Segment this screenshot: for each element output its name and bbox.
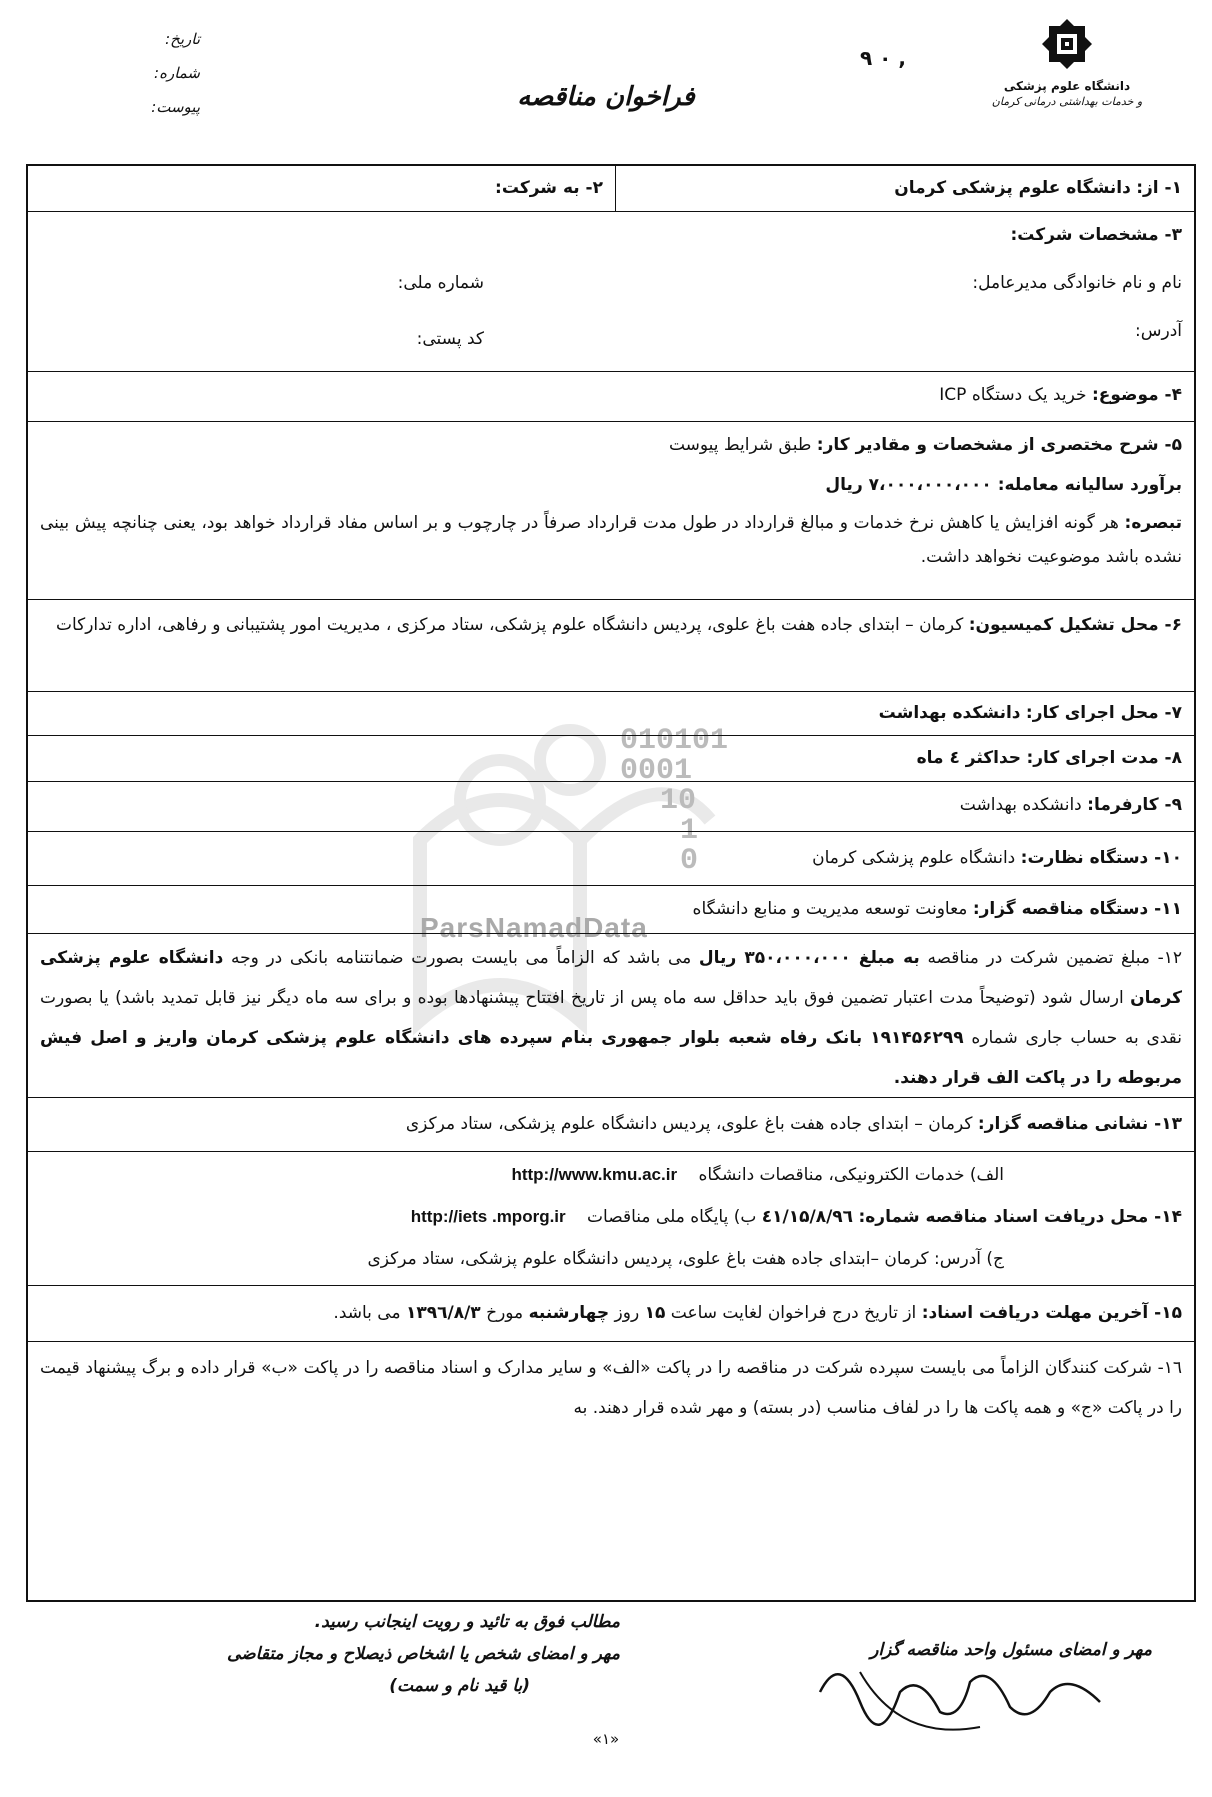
source-c-text: ج) آدرس: کرمان –ابتدای جاده هفت باغ علوی، پردیس دانشگاه علوم پزشکی، ستاد مرکزی: [367, 1249, 1004, 1269]
commission-value: کرمان – ابتدای جاده هفت باغ علوی، پردیس دانشگاه علوم پزشکی، ستاد مرکزی ، مدیریت امور پشتیبانی و رفاهی، اداره تدارکات: [55, 615, 964, 635]
row-deadline: [28, 1286, 1194, 1342]
row-supervisor: [28, 832, 1194, 886]
header-number: ٩ ۰ ,: [860, 46, 906, 70]
company-info-label: ۳- مشخصات شرکت:: [1010, 225, 1182, 245]
employer-label: ۹- کارفرما:: [1087, 795, 1182, 815]
attachment-label: پیوست:: [151, 98, 200, 116]
watermark-brand: ParsNamadData: [420, 912, 648, 943]
duration-value: حداکثر ٤ ماه: [916, 748, 1022, 768]
address-label: آدرس:: [1135, 321, 1182, 341]
row-description: [28, 422, 1194, 600]
row-duration: [28, 736, 1194, 782]
applicant-signature-block: [180, 1606, 620, 1702]
subject-label: ۴- موضوع:: [1091, 385, 1182, 405]
source-a-url[interactable]: http://www.kmu.ac.ir: [511, 1165, 678, 1184]
to-company-label: ۲- به شرکت:: [495, 178, 603, 198]
tender-body-value: معاونت توسعه مدیریت و منابع دانشگاه: [692, 899, 968, 919]
applicant-signature-line: مهر و امضای شخص یا اشخاص ذیصلاح و مجاز متقاضی: [227, 1644, 620, 1664]
deadline-text-2: روز: [614, 1303, 640, 1323]
row-tender-body: [28, 886, 1194, 934]
row-from-to: [28, 166, 1194, 212]
row-company-info: [28, 212, 1194, 372]
description-value: طبق شرایط پیوست: [668, 435, 812, 455]
work-place-label: ۷- محل اجرای کار:: [1025, 703, 1182, 723]
university-emblem-icon: [1041, 18, 1093, 70]
guarantee-beneficiary: دانشگاه علوم پزشکی کرمان: [40, 948, 1183, 1008]
national-id-label: شماره ملی:: [397, 273, 484, 293]
guarantee-text-2: می باشد که الزاماً می بایست بصورت ضمانتنامه بانکی در وجه: [230, 948, 692, 968]
logo-line-2: و خدمات بهداشتی درمانی کرمان: [991, 95, 1143, 108]
deadline-label: ۱۵- آخرین مهلت دریافت اسناد:: [921, 1303, 1182, 1323]
logo-line-1: دانشگاه علوم پزشکی: [1003, 79, 1131, 93]
deadline-text-3: مورخ: [486, 1303, 524, 1323]
guarantee-account: ۱۹۱۴۵۶۲۹۹ بانک رفاه شعبه بلوار جمهوری بنام سپرده های دانشگاه علوم پزشکی کرمان واریز و اصل فیش مربوطه را در پاکت الف قرار دهند.: [40, 1028, 1182, 1088]
source-b-url[interactable]: http://iets .mporg.ir: [410, 1207, 566, 1226]
deadline-hour: ۱۵: [644, 1303, 666, 1323]
guarantee-amount: به مبلغ ۳۵۰،۰۰۰،۰۰۰ ریال: [698, 948, 920, 968]
deadline-text-1: از تاریخ درج فراخوان لغایت ساعت: [670, 1303, 917, 1323]
deadline-text-4: می باشد.: [333, 1303, 401, 1323]
commission-label: ۶- محل تشکیل کمیسیون:: [968, 615, 1182, 635]
guarantee-text-1: ۱۲- مبلغ تضمین شرکت در مناقصه: [927, 948, 1182, 968]
subject-value: خرید یک دستگاه ICP: [939, 385, 1087, 405]
tender-body-label: ۱۱- دستگاه مناقصه گزار:: [972, 899, 1182, 919]
tender-form: [26, 164, 1196, 1602]
meta-fields: [60, 22, 200, 124]
row-guarantee: [28, 934, 1194, 1098]
document-source-label: ۱۴- محل دریافت اسناد مناقصه شماره:: [858, 1207, 1182, 1227]
guarantee-text-3: ارسال شود (توضیحاً مدت اعتبار تضمین فوق باید حداقل سه ماه پس از تاریخ افتتاح پیشنهادها بوده و برای سه ماه دیگر نیز قابل تمدید باشد) یا بصورت نقدی به حساب جاری شماره: [40, 988, 1183, 1048]
postal-code-label: کد پستی:: [416, 329, 484, 349]
handwritten-signature: [800, 1632, 1160, 1742]
ceo-name-label: نام و نام خانوادگی مدیرعامل:: [972, 273, 1182, 293]
supervisor-value: دانشگاه علوم پزشکی کرمان: [812, 848, 1016, 868]
estimate-label: برآورد سالیانه معامله:: [997, 475, 1182, 495]
row-document-sources: [28, 1152, 1194, 1286]
tender-number: ٤١/۱۵/۸/۹٦: [761, 1207, 854, 1227]
source-a-text: الف) خدمات الکترونیکی، مناقصات دانشگاه: [698, 1165, 1004, 1185]
watermark-digits: 010101 0001 10 1 0: [620, 724, 729, 878]
from-label: ۱- از:: [1136, 178, 1182, 198]
page-number: «۱»: [592, 1730, 620, 1748]
row-subject: [28, 372, 1194, 422]
page-title: فراخوان مناقصه: [517, 82, 695, 112]
row-commission: [28, 600, 1194, 692]
description-label: ۵- شرح مختصری از مشخصات و مقادیر کار:: [816, 435, 1182, 455]
confirmation-line: مطالب فوق به تائید و رویت اینجانب رسید.: [314, 1612, 620, 1632]
number-label: شماره:: [154, 64, 200, 82]
date-label: تاریخ:: [165, 30, 200, 48]
row-tender-address: [28, 1098, 1194, 1152]
supervisor-label: ۱۰- دستگاه نظارت:: [1020, 848, 1182, 868]
participants-text: ۱٦- شرکت کنندگان الزاماً می بایست سپرده شرکت در مناقصه را در پاکت «الف» و سایر مدارک و اسناد مناقصه را در پاکت «ب» قرار داده و برگ پیشنهاد قیمت را در پاکت «ج» و همه پاکت ها را در لفاف مناسب (در بسته) و مهر شده قرار دهند. به: [40, 1358, 1182, 1418]
applicant-name-position: (با قید نام و سمت): [389, 1676, 530, 1696]
from-value: دانشگاه علوم پزشکی کرمان: [894, 178, 1131, 198]
work-place-value: دانشکده بهداشت: [878, 703, 1021, 723]
row-participants: [28, 1342, 1194, 1452]
tender-address-label: ۱۳- نشانی مناقصه گزار:: [977, 1114, 1182, 1134]
source-b-text: ب) پایگاه ملی مناقصات: [587, 1207, 757, 1227]
tender-address-value: کرمان – ابتدای جاده هفت باغ علوی، پردیس دانشگاه علوم پزشکی، ستاد مرکزی: [405, 1114, 973, 1134]
tender-officer-signature-label: مهر و امضای مسئول واحد مناقصه گزار: [870, 1640, 1152, 1660]
duration-label: ۸- مدت اجرای کار:: [1026, 748, 1182, 768]
note-label: تبصره:: [1124, 513, 1183, 533]
employer-value: دانشکده بهداشت: [959, 795, 1082, 815]
note-text: هر گونه افزایش یا کاهش نرخ خدمات و مبالغ قرارداد در طول مدت قرارداد صرفاً در چارچوب و بر اساس مفاد قرارداد خواهد بود، یعنی چنانچه پیش بینی نشده باشد موضوعیت نخواهد داشت.: [40, 513, 1182, 567]
to-company-cell: [28, 166, 616, 211]
estimate-value: ۷،۰۰۰،۰۰۰،۰۰۰ ریال: [825, 475, 992, 495]
row-work-place: [28, 692, 1194, 736]
deadline-date: ۱۳۹٦/۸/۳: [406, 1303, 481, 1323]
deadline-day: چهارشنبه: [528, 1303, 610, 1323]
row-employer: [28, 782, 1194, 832]
